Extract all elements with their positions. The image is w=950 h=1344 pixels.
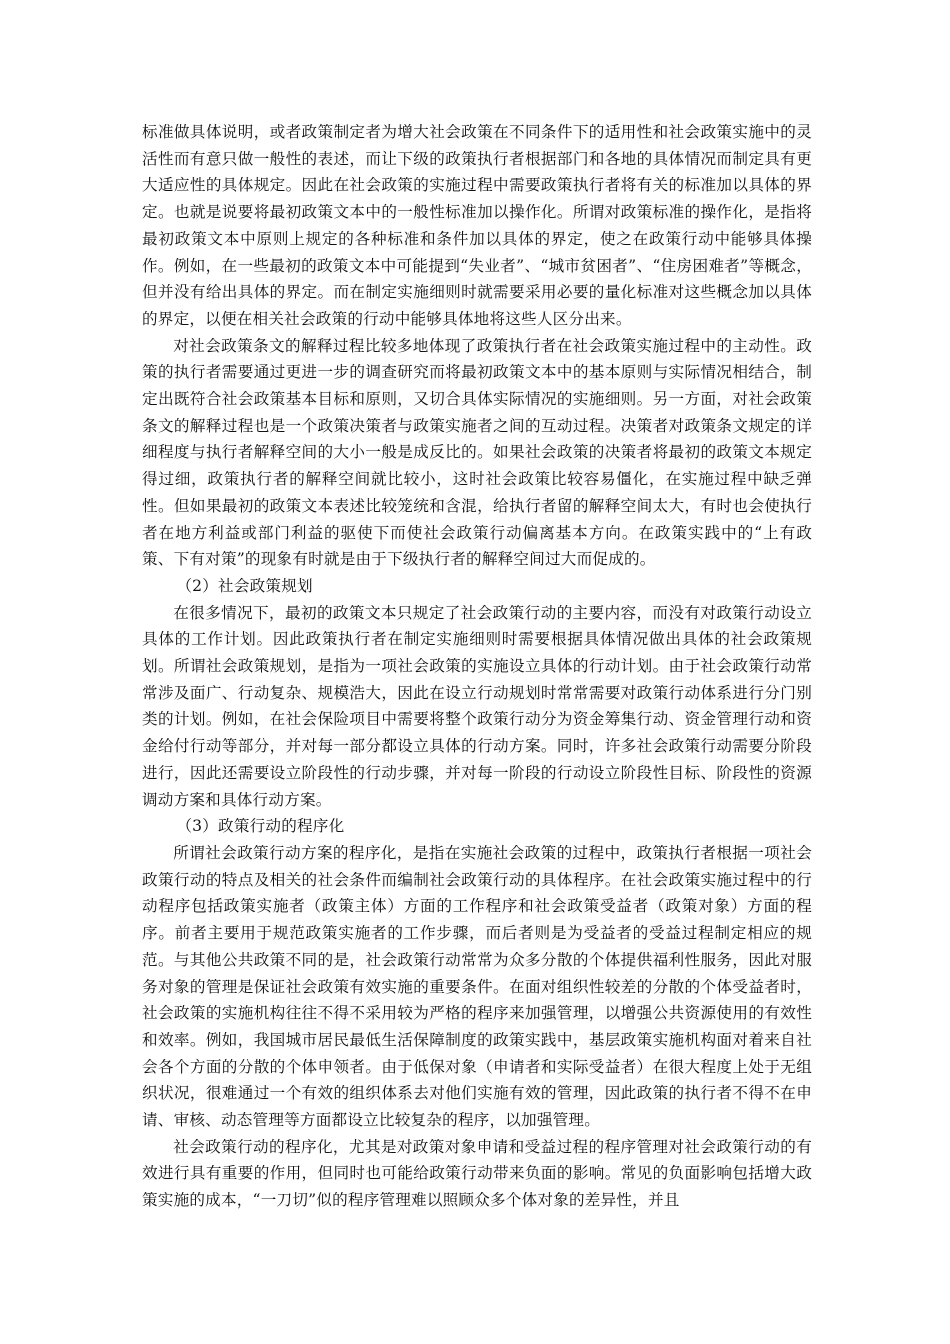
paragraph-standards-continued: 标准做具体说明，或者政策制定者为增大社会政策在不同条件下的适用性和社会政策实施中的灵活性而有意只做一般性的表述，而让下级的政策执行者根据部门和各地的具体情况而制定具有更大适应性的具体规定。因此在社会政策的实施过程中需要政策执行者将有关的标准加以具体的界定。也就是说要将最初政策文本中的一般性标准加以操作化。所谓对政策标准的操作化，是指将最初政策文本中原则上规定的各种标准和条件加以具体的界定，使之在政策行动中能够具体操作。例如，在一些最初的政策文本中可能提到“失业者”、“城市贫困者”、“住房困难者”等概念，但并没有给出具体的界定。而在制定实施细则时就需要采用必要的量化标准对这些概念加以具体的界定，以便在相关社会政策的行动中能够具体地将这些人区分出来。 <box>142 123 812 328</box>
section-heading-policy-planning: （2）社会政策规划 <box>176 576 313 595</box>
paragraph-interpretation: 对社会政策条文的解释过程比较多地体现了政策执行者在社会政策实施过程中的主动性。政策的执行者需要通过更进一步的调查研究而将最初政策文本中的基本原则与实际情况相结合，制定出既符合社会政策基本目标和原则，又切合具体实际情况的实施细则。另一方面，对社会政策条文的解释过程也是一个政策决策者与政策实施者之间的互动过程。决策者对政策条文规定的详细程度与执行者解释空间的大小一般是成反比的。如果社会政策的决策者将最初的政策文本规定得过细，政策执行者的解释空间就比较小，这时社会政策比较容易僵化，在实施过程中缺乏弹性。但如果最初的政策文本表述比较笼统和含混，给执行者留的解释空间太大，有时也会使执行者在地方利益或部门利益的驱使下而使社会政策行动偏离基本方向。在政策实践中的“上有政策、下有对策”的现象有时就是由于下级执行者的解释空间过大而促成的。 <box>142 336 812 569</box>
section-heading-proceduralization: （3）政策行动的程序化 <box>176 817 345 836</box>
document-body <box>142 119 812 1214</box>
paragraph-policy-planning: 在很多情况下，最初的政策文本只规定了社会政策行动的主要内容，而没有对政策行动设立具体的工作计划。因此政策执行者在制定实施细则时需要根据具体情况做出具体的社会政策规划。所谓社会政策规划，是指为一项社会政策的实施设立具体的行动计划。由于社会政策行动常常涉及面广、行动复杂、规模浩大，因此在设立行动规划时常常需要对政策行动体系进行分门别类的计划。例如，在社会保险项目中需要将整个政策行动分为资金筹集行动、资金管理行动和资金给付行动等部分，并对每一部分都设立具体的行动方案。同时，许多社会政策行动需要分阶段进行，因此还需要设立阶段性的行动步骤，并对每一阶段的行动设立阶段性目标、阶段性的资源调动方案和具体行动方案。 <box>142 603 812 809</box>
paragraph-procedure-effects: 社会政策行动的程序化，尤其是对政策对象申请和受益过程的程序管理对社会政策行动的有效进行具有重要的作用，但同时也可能给政策行动带来负面的影响。常见的负面影响包括增大政策实施的成本，“一刀切”似的程序管理难以照顾众多个体对象的差异性，并且 <box>142 1137 812 1210</box>
paragraph-proceduralization: 所谓社会政策行动方案的程序化，是指在实施社会政策的过程中，政策执行者根据一项社会政策行动的特点及相关的社会条件而编制社会政策行动的具体程序。在社会政策实施过程中的行动程序包括政策实施者（政策主体）方面的工作程序和社会政策受益者（政策对象）方面的程序。前者主要用于规范政策实施者的工作步骤，而后者则是为受益者的受益过程制定相应的规范。与其他公共政策不同的是，社会政策行动常常为众多分散的个体提供福利性服务，因此对服务对象的管理是保证社会政策有效实施的重要条件。在面对组织性较差的分散的个体受益者时，社会政策的实施机构往往不得不采用较为严格的程序来加强管理，以增强公共资源使用的有效性和效率。例如，我国城市居民最低生活保障制度的政策实践中，基层政策实施机构面对着来自社会各个方面的分散的个体申领者。由于低保对象（申请者和实际受益者）在很大程度上处于无组织状况，很难通过一个有效的组织体系去对他们实施有效的管理，因此政策的执行者不得不在申请、审核、动态管理等方面都设立比较复杂的程序，以加强管理。 <box>142 843 812 1130</box>
